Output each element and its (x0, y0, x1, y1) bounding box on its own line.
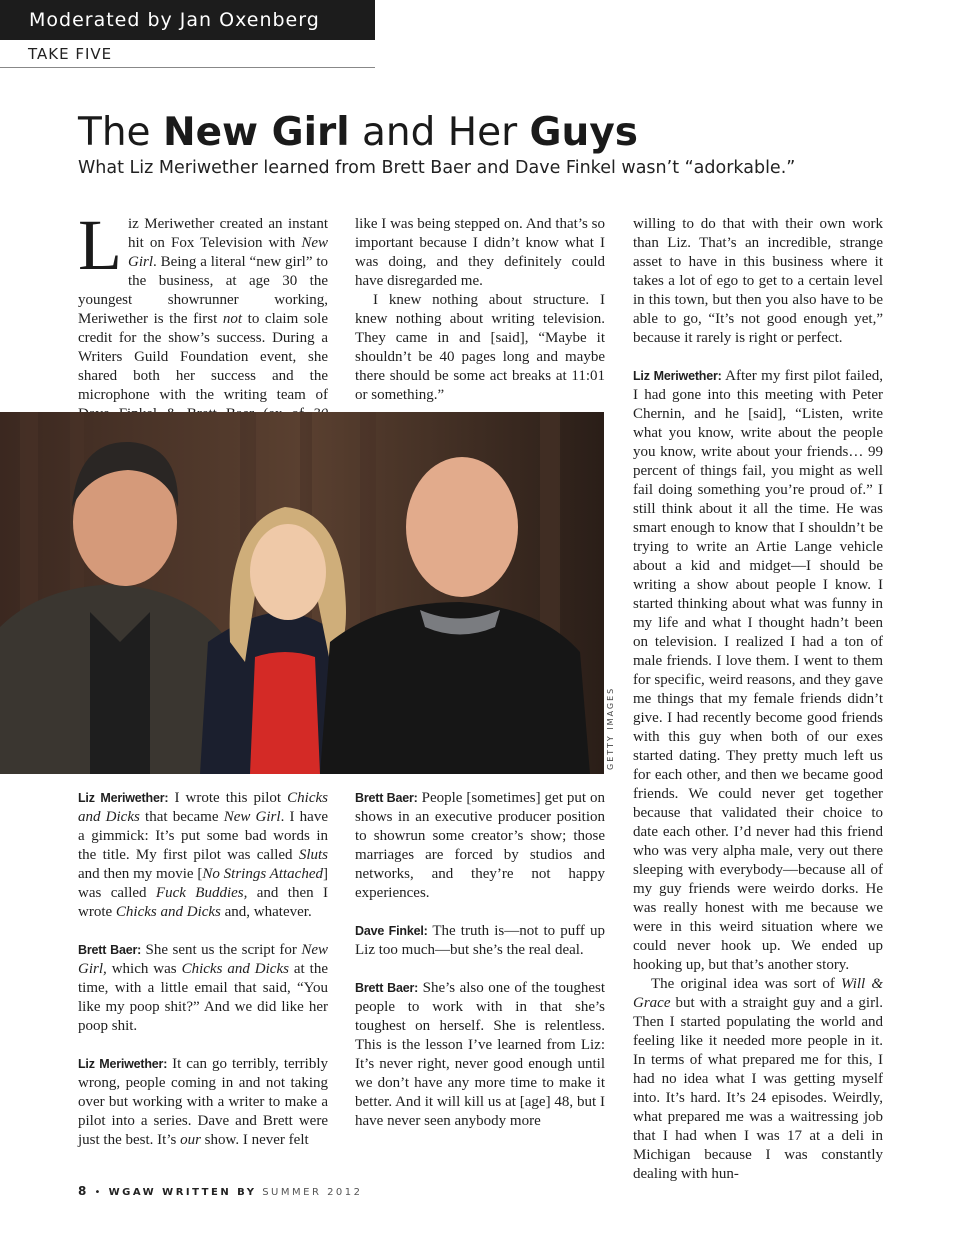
text: The original idea was sort of (651, 976, 842, 992)
intro-column (78, 205, 328, 443)
speaker-name: Liz Meriwether: (633, 369, 722, 383)
page-number: 8 (78, 1184, 89, 1198)
text: She’s also one of the toughest people to work with in that she’s toughest on herself. She is relentless. This is the lesson I’ve learned from Liz: It’s never right, never good enough until we don’t have any more time to make it better. And it will kill us at [age] 48, but I have never seen anybody more (355, 980, 605, 1129)
interview-answer (78, 789, 328, 922)
column-3 (633, 215, 883, 1184)
text: The truth is—not to puff up Liz too much—but she’s the real deal. (355, 923, 605, 958)
paragraph: like I was being stepped on. And that’s so important because I didn’t know what I was doing, and they definitely could have disregarded me. (355, 216, 605, 289)
title-bold-new-girl: New Girl (162, 110, 350, 155)
paragraph: I knew nothing about structure. I knew nothing about writing television. They came in and [said], “Maybe it shouldn’t be 40 pages long and maybe there should be some act breaks at 11:01 or something.” (355, 292, 605, 403)
text: People [sometimes] get put on shows in an executive producer position to showrun some creator’s show; those marriages are forced by studios and networks, and they’re not happy experiences. (355, 790, 606, 901)
interview-answer (78, 941, 328, 1036)
issue-date: SUMMER 2012 (262, 1187, 363, 1198)
footer-bullet: • (94, 1187, 103, 1198)
publication-name: WGAW WRITTEN BY (108, 1187, 257, 1198)
interview-answer (355, 922, 605, 960)
speaker-name: Brett Baer: (78, 943, 142, 957)
text: and then my movie [ (78, 866, 203, 882)
speaker-name: Brett Baer: (355, 981, 419, 995)
interview-answer (78, 1055, 328, 1150)
text-italic: Fuck Buddies, (155, 885, 248, 901)
text-italic: our (180, 1132, 201, 1148)
text: and then I wrote (78, 885, 329, 920)
text: She sent us the script for (141, 942, 302, 958)
text: show. I never felt (200, 1132, 309, 1148)
text-italic: Chicks and Dicks (181, 961, 289, 977)
text-italic: No Strings Attached (202, 866, 323, 882)
text-italic: New Girl (127, 235, 328, 270)
text-italic: not (222, 311, 243, 327)
speaker-name: Liz Meriwether: (78, 1057, 168, 1071)
column-2-top (355, 215, 605, 405)
interview-answer (633, 367, 883, 975)
text-italic: Chicks and Dicks (78, 790, 328, 825)
speaker-name: Dave Finkel: (355, 924, 428, 938)
section-divider (0, 67, 375, 68)
text-italic: Will & Grace (633, 976, 883, 1011)
photo-credit: GETTY IMAGES (606, 686, 615, 770)
article-title (78, 108, 638, 158)
column-2-bottom (355, 789, 605, 1131)
title-part: The (78, 110, 163, 155)
text: . Being a literal “new girl” to the business, at age 30 the youngest showrunner working, Meriwether is the first (78, 254, 328, 327)
speaker-name: Brett Baer: (355, 791, 418, 805)
interview-answer (355, 979, 605, 1131)
photo-illustration (0, 412, 604, 774)
text: It can go terribly, terribly wrong, people coming in and not taking over but working with a writer to make a pilot into a series. Dave and Brett were just the best. It’s (78, 1056, 328, 1148)
text: but with a straight guy and a girl. Then I started populating the world and feeling like it needed more people in it. In terms of what prepared me for this, I had no idea what I was getting myself into. It’s hard. It’s 24 episodes. Weirdly, what prepared me was a waitressing job that I had when I was 17 at a deli in Michigan because I was constantly dealing with hun- (633, 995, 883, 1182)
section-label: TAKE FIVE (28, 45, 113, 63)
text-italic: New Girl (223, 809, 281, 825)
text: at the time, with a little email that said, “You like my poop shit?” And we did like her poop shit. (78, 961, 328, 1034)
title-part: and Her (349, 110, 530, 155)
column-1-bottom (78, 789, 328, 1150)
text: ] was called (78, 866, 328, 901)
paragraph (633, 975, 883, 1184)
interview-answer (355, 789, 605, 903)
text-italic: New Girl, (78, 942, 328, 977)
article-deck: What Liz Meriwether learned from Brett Baer and Dave Finkel wasn’t “adorkable.” (78, 158, 796, 178)
text: iz Meriwether created an instant hit on Fox Television with (127, 216, 328, 251)
intro-paragraph (78, 205, 328, 443)
text: . I have a gimmick: It’s put some bad words in the title. My first pilot was called (78, 809, 328, 863)
article-photo (0, 412, 604, 774)
text: After my first pilot failed, I had gone into this meeting with Peter Chernin, and he [said], “Listen, write what you know, write about the people you know, write about your friends… 99 percent of things fail, you might as well fail doing something you’re proud of.” I still think about it all the time. He was smart enough to know that I shouldn’t be trying to write an Artie Lange vehicle about a kid and midget—I should be writing a show about people I know. I started thinking about what was funny in my life and what I thought hadn’t been on television. I realized I had a ton of male friends. I love them. I went to them for specific, weird reasons, and they gave me things that my female friends didn’t give. I had recently become good friends with this guy when both of our exes started dating. They pretty much left us for each other, and then we became good friends. We could never get together because that validated their choice to date each other. I’d never had this friend who was very alpha male, very out there sleeping with everybody—because all of my guy friends were weirdo dorks. He was really honest with me because we were in this weird situation where we could never hook up. We ended up hooking up, but that’s another story. (633, 368, 883, 973)
title-bold-guys: Guys (529, 110, 638, 155)
drop-cap: L (78, 205, 122, 285)
text: to claim sole credit for the show’s success. During a Writers Guild Foundation event, she shared both her success and the microphone with the writing team of (78, 311, 328, 403)
speaker-name: Liz Meriwether: (78, 791, 169, 805)
page-footer (78, 1184, 363, 1198)
moderator-banner: Moderated by Jan Oxenberg (0, 0, 375, 40)
text: and, whatever. (220, 904, 312, 920)
text-italic: Sluts (298, 847, 328, 863)
text: that became (139, 809, 224, 825)
paragraph: willing to do that with their own work than Liz. That’s an incredible, strange asset to have in this business where it takes a lot of ego to get to a certain level in this town, but then you also have to be able to go, “It’s not good enough yet,” because it rarely is right or perfect. (633, 216, 883, 346)
text: I wrote this pilot (168, 790, 288, 806)
text-italic: Chicks and Dicks (115, 904, 221, 920)
text: which was (106, 961, 182, 977)
